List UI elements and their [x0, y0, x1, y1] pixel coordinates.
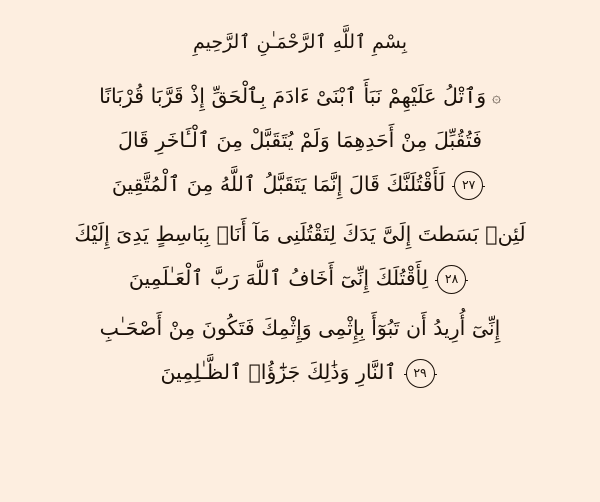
verse-line-text: ٱلنَّارِ وَذَٰلِكَ جَزَٰٓؤُا۟ ٱلظَّـٰلِمِينَ: [160, 360, 397, 385]
verses-container: [26, 74, 574, 400]
verse-line: [26, 256, 574, 300]
verse-line: [26, 162, 574, 206]
verse-line: [26, 306, 574, 350]
verse-block: [26, 74, 574, 206]
ayah-number-marker: ٢٨: [437, 265, 466, 294]
verse-line-text: إِنِّىٓ أُرِيدُ أَن تَبُوٓأَ بِإِثْمِى وَإِثْمِكَ فَتَكُونَ مِنْ أَصْحَـٰبِ: [99, 316, 501, 341]
verse-line: [26, 74, 574, 118]
verse-line-text: فَتُقُبِّلَ مِنْ أَحَدِهِمَا وَلَمْ يُتَقَبَّلْ مِنَ ٱلْـَٔاخَرِ قَالَ: [117, 128, 483, 153]
verse-line-text: وَٱتْلُ عَلَيْهِمْ نَبَأَ ٱبْنَىْ ءَادَمَ بِٱلْحَقِّ إِذْ قَرَّبَا قُرْبَانًا: [99, 84, 487, 109]
verse-line: [26, 212, 574, 256]
ayah-number-marker: ٢٩: [406, 359, 435, 388]
verse-block: [26, 212, 574, 300]
verse-line-text: لَئِنۢ بَسَطتَ إِلَىَّ يَدَكَ لِتَقْتُلَنِى مَآ أَنَا۠ بِبَاسِطٍ يَدِىَ إِلَيْكَ: [74, 222, 526, 247]
ayah-number-marker: ٢٧: [454, 171, 483, 200]
verse-block: [26, 306, 574, 394]
verse-line: [26, 118, 574, 162]
basmala-heading: بِسْمِ ٱللَّهِ ٱلرَّحْمَـٰنِ ٱلرَّحِيمِ: [192, 31, 408, 53]
verse-line-text: لَأَقْتُلَنَّكَ قَالَ إِنَّمَا يَتَقَبَّلُ ٱللَّهُ مِنَ ٱلْمُتَّقِينَ: [111, 172, 446, 197]
verse-line: [26, 350, 574, 394]
ornament-icon: ۞: [492, 88, 501, 107]
verse-line-text: لِأَقْتُلَكَ إِنِّىٓ أَخَافُ ٱللَّهَ رَبَّ ٱلْعَـٰلَمِينَ: [128, 266, 429, 291]
